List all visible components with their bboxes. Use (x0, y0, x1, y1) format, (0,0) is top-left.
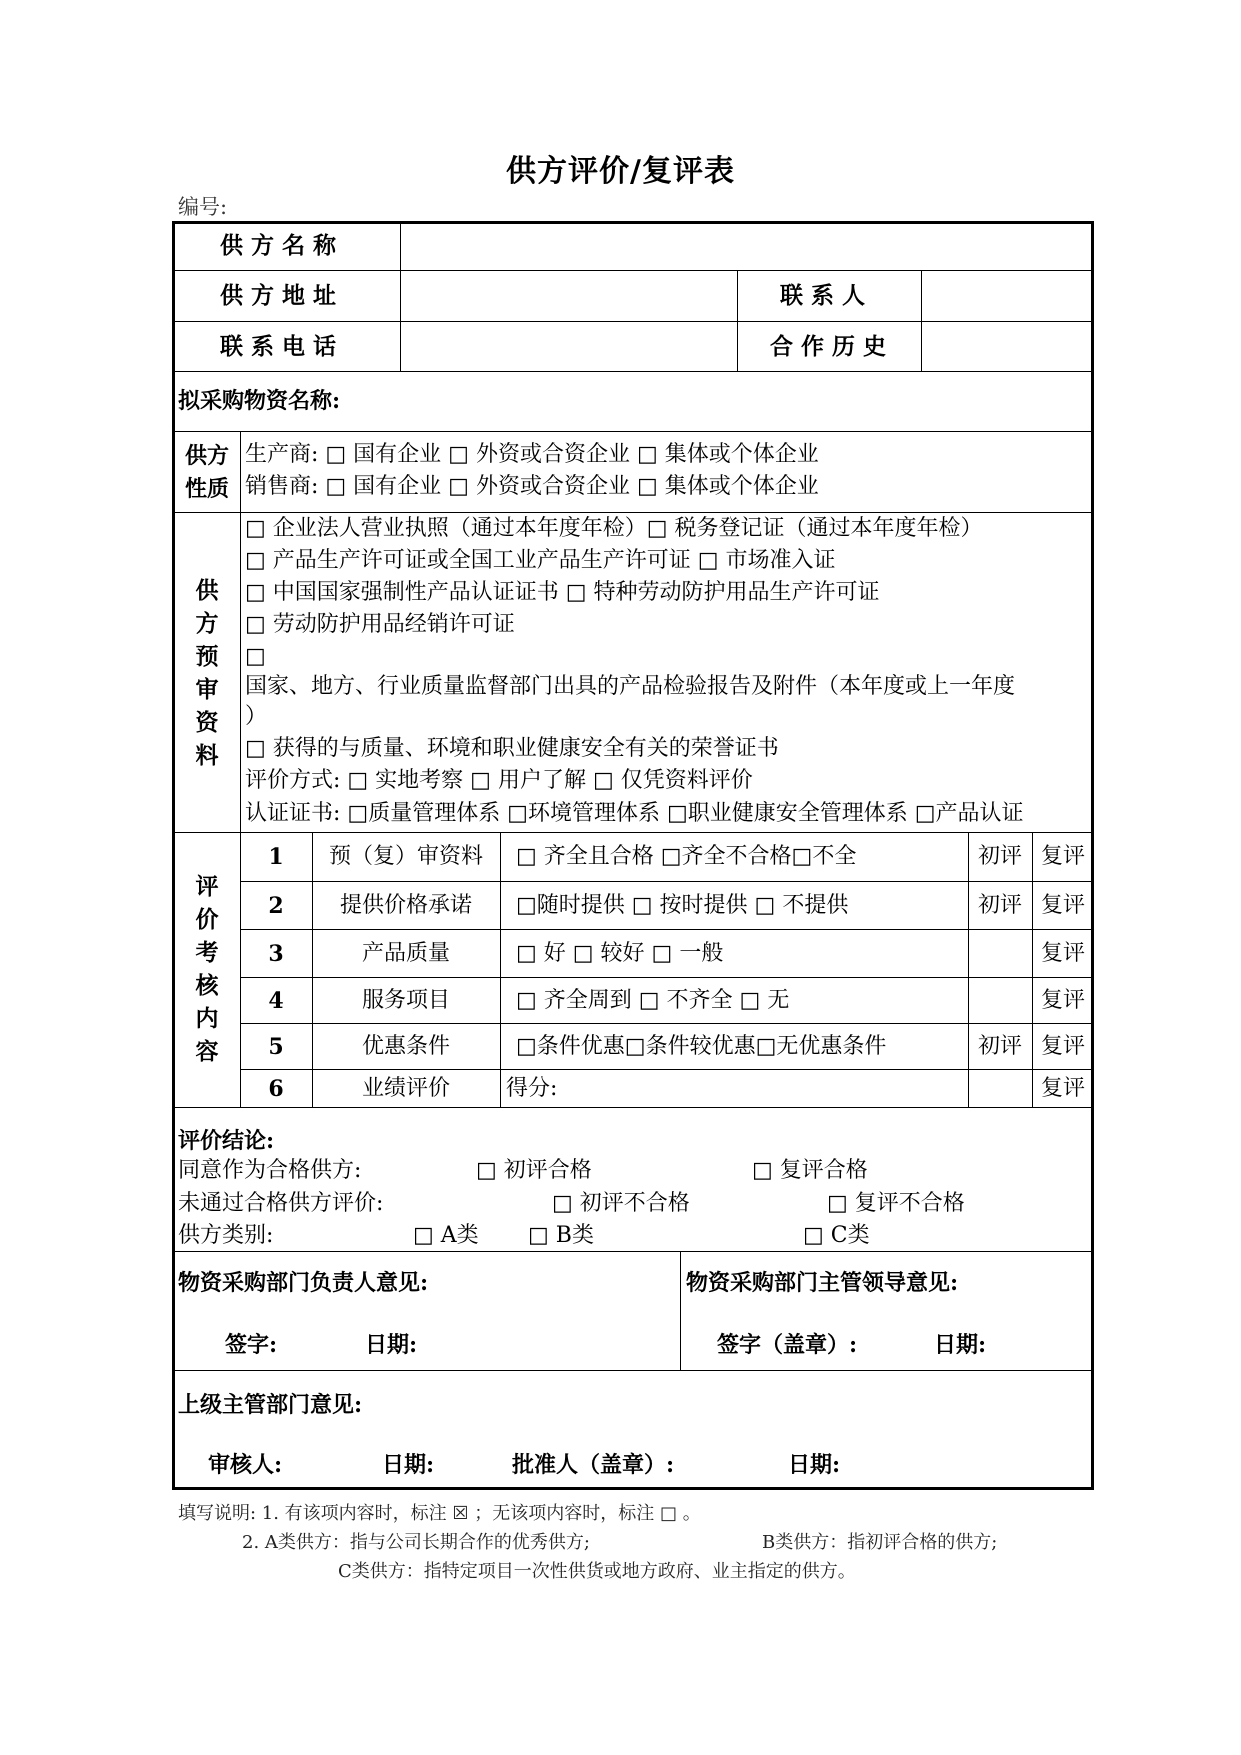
fail-label: 未通过合格供方评价: (178, 1191, 384, 1216)
cooperation-history-label: 合 作 历 史 (770, 333, 887, 360)
purchase-dept-head-opinion-label: 物资采购部门负责人意见: (178, 1270, 429, 1296)
prereview-line: 认证证书: □质量管理体系 □环境管理体系 □职业健康安全管理体系 □产品认证 (245, 801, 1024, 826)
filling-notes-line: 填写说明: 1. 有该项内容时，标注 ☒ ；无该项内容时，标注 □ 。 (178, 1503, 701, 1524)
category-b-option[interactable]: □ B类 (528, 1223, 594, 1248)
eval-row-review: 复评 (1040, 941, 1085, 966)
contact-person-label: 联 系 人 (780, 282, 866, 309)
prereview-label: 供方预审资料 (195, 577, 219, 769)
filling-notes-line: 2. A类供方：指与公司长期合作的优秀供方; (242, 1532, 590, 1553)
eval-row-no: 2 (268, 893, 284, 919)
category-c-option[interactable]: □ C类 (803, 1223, 870, 1248)
fail-option-review[interactable]: □ 复评不合格 (827, 1191, 965, 1216)
eval-row-initial: 初评 (977, 893, 1022, 918)
eval-row-review: 复评 (1040, 844, 1085, 869)
eval-row-no: 4 (268, 988, 284, 1014)
serial-number-label: 编号: (178, 195, 228, 219)
eval-row-item: 业绩评价 (361, 1076, 450, 1101)
materials-label: 拟采购物资名称: (178, 388, 341, 414)
prereview-line: □ 中国国家强制性产品认证证书 □ 特种劳动防护用品生产许可证 (245, 580, 880, 605)
approve-date-label: 日期: (788, 1452, 841, 1478)
eval-row-review: 复评 (1040, 1034, 1085, 1059)
prereview-line: □ 获得的与质量、环境和职业健康安全有关的荣誉证书 (245, 736, 779, 761)
purchase-dept-leader-date-label: 日期: (934, 1332, 987, 1358)
supplier-address-label: 供 方 地 址 (220, 282, 337, 309)
eval-row-options: □随时提供 □ 按时提供 □ 不提供 (516, 893, 849, 918)
supplier-name-label: 供 方 名 称 (220, 232, 337, 259)
fail-option-initial[interactable]: □ 初评不合格 (552, 1191, 690, 1216)
eval-row-no: 5 (268, 1034, 284, 1060)
eval-row-initial: 初评 (977, 844, 1022, 869)
agree-option-review[interactable]: □ 复评合格 (752, 1158, 868, 1183)
eval-row-options: 得分: (506, 1076, 558, 1101)
agree-option-initial[interactable]: □ 初评合格 (476, 1158, 592, 1183)
category-a-option[interactable]: □ A类 (413, 1223, 479, 1248)
prereview-line: 国家、地方、行业质量监督部门出具的产品检验报告及附件（本年度或上一年度 (245, 674, 1016, 699)
category-label: 供方类别: (178, 1223, 274, 1248)
purchase-dept-head-sign-label: 签字: (225, 1332, 278, 1358)
eval-row-item: 提供价格承诺 (339, 893, 472, 918)
superior-opinion-label: 上级主管部门意见: (178, 1392, 363, 1418)
eval-row-no: 3 (268, 941, 284, 967)
eval-row-no: 1 (268, 844, 284, 870)
evaluation-label: 评价考核内容 (195, 873, 219, 1065)
filling-notes-line: C类供方：指特定项目一次性供货或地方政府、业主指定的供方。 (338, 1561, 856, 1582)
form-title: 供方评价/复评表 (506, 154, 735, 189)
eval-row-item: 服务项目 (361, 988, 450, 1013)
prereview-line: □ 企业法人营业执照（通过本年度年检）□ 税务登记证（通过本年度年检） (245, 516, 983, 541)
eval-row-item: 预（复）审资料 (328, 844, 483, 869)
purchase-dept-head-date-label: 日期: (365, 1332, 418, 1358)
eval-row-options: □ 齐全周到 □ 不齐全 □ 无 (516, 988, 790, 1013)
reviewer-label: 审核人: (208, 1452, 283, 1478)
eval-row-item: 产品质量 (361, 941, 450, 966)
purchase-dept-leader-sign-label: 签字（盖章）: (717, 1332, 858, 1358)
prereview-line: □ (245, 644, 266, 669)
prereview-line: 评价方式: □ 实地考察 □ 用户了解 □ 仅凭资料评价 (245, 768, 753, 793)
supplier-nature-label: 供方性质 (184, 443, 229, 502)
contact-phone-label: 联 系 电 话 (220, 333, 337, 360)
prereview-line: □ 产品生产许可证或全国工业产品生产许可证 □ 市场准入证 (245, 548, 836, 573)
eval-row-review: 复评 (1040, 893, 1085, 918)
eval-row-initial: 初评 (977, 1034, 1022, 1059)
seller-line: 销售商: □ 国有企业 □ 外资或合资企业 □ 集体或个体企业 (245, 474, 819, 499)
prereview-line: □ 劳动防护用品经销许可证 (245, 612, 515, 637)
eval-row-item: 优惠条件 (361, 1034, 450, 1059)
prereview-line: ） (245, 704, 268, 729)
producer-line: 生产商: □ 国有企业 □ 外资或合资企业 □ 集体或个体企业 (245, 442, 819, 467)
eval-row-options: □ 齐全且合格 □齐全不合格□不全 (516, 844, 857, 869)
eval-row-no: 6 (268, 1076, 284, 1102)
review-date-label: 日期: (382, 1452, 435, 1478)
eval-row-options: □条件优惠□条件较优惠□无优惠条件 (516, 1034, 887, 1059)
agree-label: 同意作为合格供方: (178, 1158, 362, 1183)
purchase-dept-leader-opinion-label: 物资采购部门主管领导意见: (686, 1270, 959, 1296)
eval-row-review: 复评 (1040, 988, 1085, 1013)
filling-notes-line: B类供方：指初评合格的供方; (762, 1532, 998, 1553)
eval-row-options: □ 好 □ 较好 □ 一般 (516, 941, 724, 966)
eval-row-review: 复评 (1040, 1076, 1085, 1101)
conclusion-label: 评价结论: (178, 1128, 275, 1154)
approver-label: 批准人（盖章）: (512, 1452, 675, 1478)
